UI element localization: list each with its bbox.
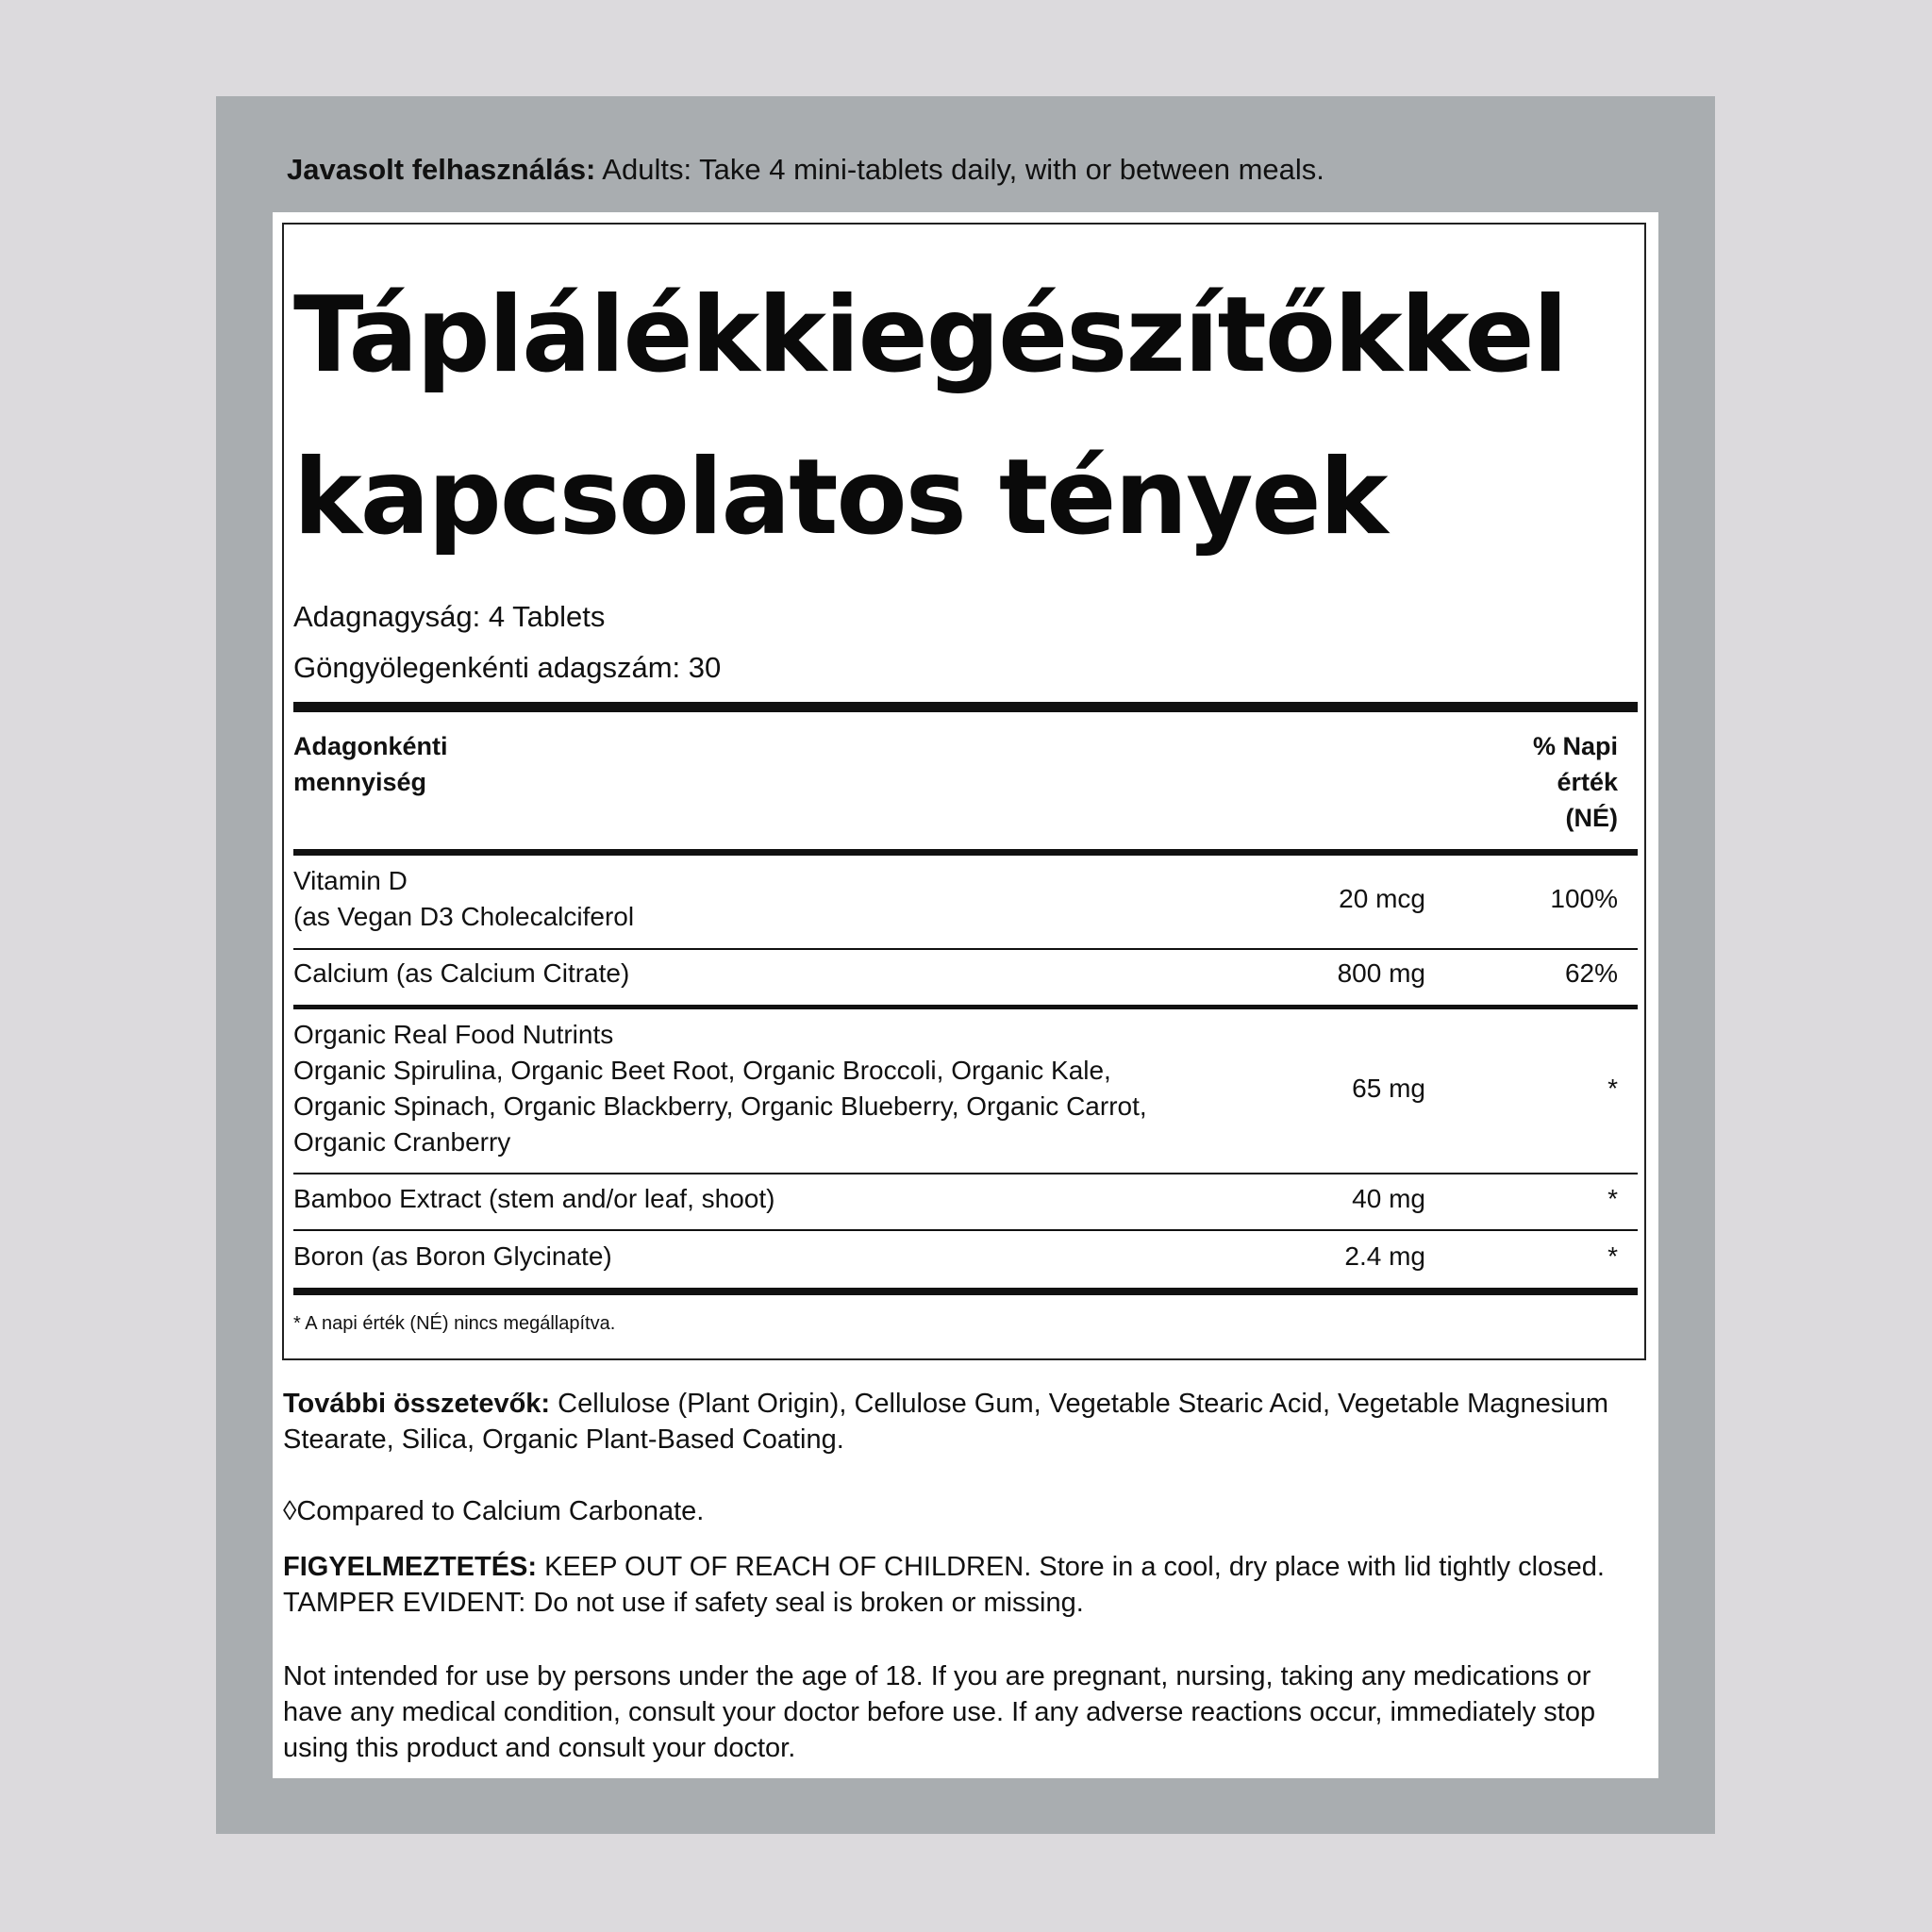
nutrient-name: Bamboo Extract (stem and/or leaf, shoot) <box>293 1184 775 1213</box>
nutrient-daily-value: * <box>1607 1074 1618 1103</box>
amount-per-serving-header <box>293 728 576 800</box>
header-right-line3: (NÉ) <box>1565 804 1618 832</box>
nutrient-row-organic-blend <box>293 1017 1208 1160</box>
facts-title-line2: kapcsolatos tények <box>293 437 1387 558</box>
nutrient-amount: 40 mg <box>1352 1184 1425 1213</box>
nutrient-amount: 2.4 mg <box>1344 1241 1425 1271</box>
row-divider <box>293 948 1638 950</box>
nutrient-amount: 800 mg <box>1337 958 1425 988</box>
suggested-use-label: Javasolt felhasználás: <box>287 153 596 186</box>
servings-per-container: Göngyölegenkénti adagszám: 30 <box>293 651 722 684</box>
nutrient-row-vitamin-d <box>293 863 1171 935</box>
suggested-use-text: Adults: Take 4 mini-tablets daily, with or between meals. <box>602 153 1324 186</box>
serving-size: Adagnagyság: 4 Tablets <box>293 600 606 633</box>
nutrient-name: Organic Real Food Nutrints <box>293 1020 614 1049</box>
nutrient-daily-value: * <box>1607 1184 1618 1213</box>
nutrient-row-boron <box>293 1239 1171 1274</box>
nutrient-name: Boron (as Boron Glycinate) <box>293 1241 612 1271</box>
nutrient-row-calcium <box>293 956 1171 991</box>
header-right-line2: érték <box>1557 768 1618 796</box>
warning-label: FIGYELMEZTETÉS: <box>283 1552 538 1582</box>
header-right-line1: % Napi <box>1532 732 1618 760</box>
thick-divider <box>293 702 1638 712</box>
nutrient-name: Vitamin D <box>293 866 408 895</box>
row-divider <box>293 1173 1638 1174</box>
nutrient-amount: 20 mcg <box>1339 884 1425 913</box>
nutrient-detail: Organic Spirulina, Organic Beet Root, Organic Broccoli, Organic Kale, Organic Spinach, Organic Blackberry, Organic Blueberry, Organic Carrot, Organic Cranberry <box>293 1056 1147 1157</box>
suggested-use <box>287 151 1324 189</box>
header-left-line1: Adagonkénti <box>293 732 448 760</box>
daily-value-footnote: * A napi érték (NÉ) nincs megállapítva. <box>293 1313 616 1334</box>
nutrient-name: Calcium (as Calcium Citrate) <box>293 958 630 988</box>
daily-value-header <box>1429 728 1618 836</box>
header-divider <box>293 849 1638 856</box>
warning <box>283 1549 1651 1621</box>
warning-text: KEEP OUT OF REACH OF CHILDREN. Store in a cool, dry place with lid tightly closed. TAMPER EVIDENT: Do not use if safety seal is broken or missing. <box>283 1552 1605 1618</box>
disclaimer: Not intended for use by persons under the age of 18. If you are pregnant, nursing, taking any medications or have any medical condition, consult your doctor before use. If any adverse reactions occur, immediately stop using this product and consult your doctor. <box>283 1661 1596 1763</box>
nutrient-daily-value: 100% <box>1550 884 1618 913</box>
other-ingredients-text: Cellulose (Plant Origin), Cellulose Gum, Vegetable Stearic Acid, Vegetable Magnesium Stearate, Silica, Organic Plant-Based Coating. <box>283 1389 1609 1455</box>
other-ingredients <box>283 1386 1651 1457</box>
nutrient-amount: 65 mg <box>1352 1074 1425 1103</box>
row-divider <box>293 1229 1638 1231</box>
nutrient-row-bamboo <box>293 1181 1171 1217</box>
nutrient-daily-value: 62% <box>1564 958 1618 988</box>
facts-title <box>293 255 1631 579</box>
other-ingredients-label: További összetevők: <box>283 1389 551 1419</box>
nutrient-daily-value: * <box>1607 1241 1618 1271</box>
row-divider <box>293 1005 1638 1009</box>
compared-note: ◊Compared to Calcium Carbonate. <box>283 1496 705 1526</box>
bottom-divider <box>293 1288 1638 1295</box>
header-left-line2: mennyiség <box>293 768 427 796</box>
facts-title-line1: Táplálékkiegészítőkkel <box>293 275 1567 396</box>
nutrient-detail: (as Vegan D3 Cholecalciferol <box>293 902 635 931</box>
